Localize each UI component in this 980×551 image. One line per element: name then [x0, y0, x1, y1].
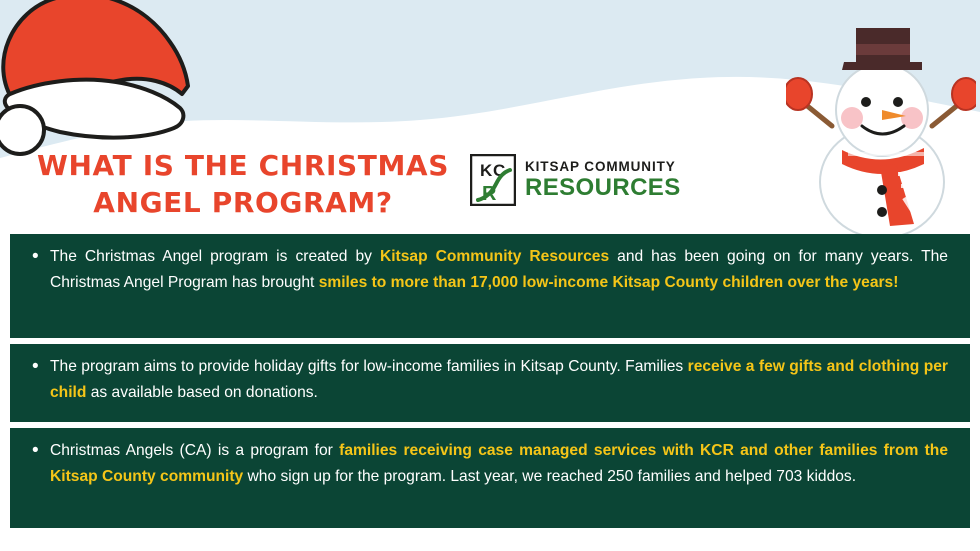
snowman-icon	[786, 14, 976, 239]
body-text: The Christmas Angel program is created by	[50, 248, 380, 265]
svg-text:C: C	[493, 161, 506, 180]
highlighted-text: smiles to more than 17,000 low-income Kitsap County children over the years!	[318, 274, 899, 291]
highlighted-text: receive a few gifts and clothing per child	[50, 358, 949, 401]
bullet-marker-icon: •	[32, 246, 39, 267]
bullet-text-3	[50, 438, 948, 490]
body-text: Christmas Angels (CA) is a program for	[50, 442, 340, 459]
bullet-panel-2	[10, 344, 970, 422]
bullet-text-1	[50, 244, 948, 296]
body-text: who sign up for the program. Last year, we reached 250 families and helped 703 kiddos.	[243, 468, 857, 485]
highlighted-text: Kitsap Community Resources	[379, 248, 610, 265]
highlighted-text: families receiving case managed services with KCR and other families from the Kitsap County community	[50, 442, 948, 485]
body-text: The program aims to provide holiday gifts for low-income families in Kitsap County. Families	[50, 358, 688, 375]
body-text: as available based on donations.	[86, 384, 318, 401]
body-text: and has been going on for many years. The Christmas Angel Program has brought	[50, 248, 948, 291]
svg-text:K: K	[480, 161, 493, 180]
bullet-marker-icon: •	[32, 356, 39, 377]
bullet-panel-3	[10, 428, 970, 528]
bullet-marker-icon: •	[32, 440, 39, 461]
logo-line-1: KITSAP COMMUNITY	[525, 158, 676, 174]
kcr-logo	[470, 150, 685, 210]
bullet-text-2	[50, 354, 948, 406]
page-title: WHAT IS THE CHRISTMAS ANGEL PROGRAM?	[37, 149, 449, 219]
santa-hat-icon	[0, 0, 204, 160]
svg-text:R: R	[482, 183, 497, 205]
bullet-panel-1	[10, 234, 970, 338]
logo-line-2: RESOURCES	[525, 174, 681, 202]
kcr-monogram-icon	[470, 154, 516, 206]
